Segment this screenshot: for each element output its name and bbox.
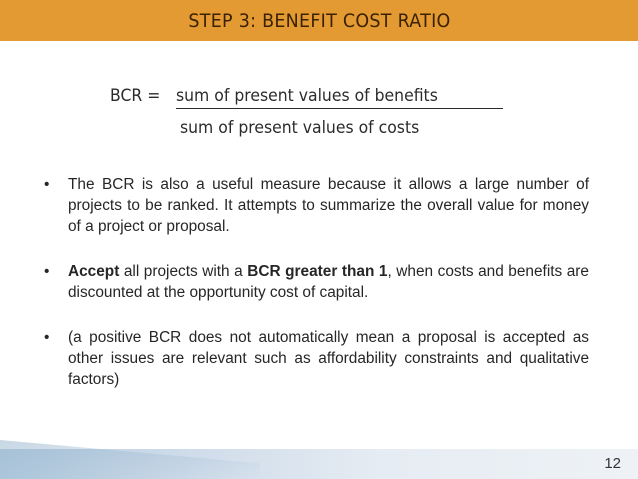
page-number: 12 bbox=[604, 455, 621, 472]
formula-lhs: BCR = bbox=[110, 86, 161, 106]
bullet-marker: • bbox=[44, 176, 50, 193]
bullet-bold-bcr: BCR greater than 1 bbox=[247, 263, 388, 280]
bullet-marker: • bbox=[44, 329, 50, 346]
fraction-line bbox=[176, 108, 503, 109]
bullet-bold-accept: Accept bbox=[68, 263, 120, 280]
bullet-text-3: (a positive BCR does not automatically mean a proposal is accepted as other issues are relevant such as affordability constraints and qualitative factors) bbox=[68, 329, 589, 388]
bullet-text-2b: , when costs and benefits are discounted at the opportunity cost of capital. bbox=[68, 263, 589, 301]
bullet-text-2 bbox=[68, 261, 589, 303]
bullet-text-2a: all projects with a bbox=[119, 263, 248, 280]
bullet-item-2 bbox=[44, 261, 589, 303]
bullet-marker: • bbox=[44, 263, 50, 280]
formula-numerator: sum of present values of benefits bbox=[176, 86, 438, 106]
slide-title: STEP 3: BENEFIT COST RATIO bbox=[187, 9, 451, 32]
formula-denominator: sum of present values of costs bbox=[180, 118, 420, 138]
bullet-text-1: The BCR is also a useful measure because it allows a large number of projects to be ranked. It attempts to summarize the overall value for money of a project or proposal. bbox=[68, 176, 589, 235]
title-bar bbox=[0, 0, 638, 41]
bullet-list bbox=[44, 174, 589, 414]
bullet-item-1 bbox=[44, 174, 589, 237]
bullet-item-3 bbox=[44, 327, 589, 390]
bcr-formula bbox=[110, 84, 510, 144]
